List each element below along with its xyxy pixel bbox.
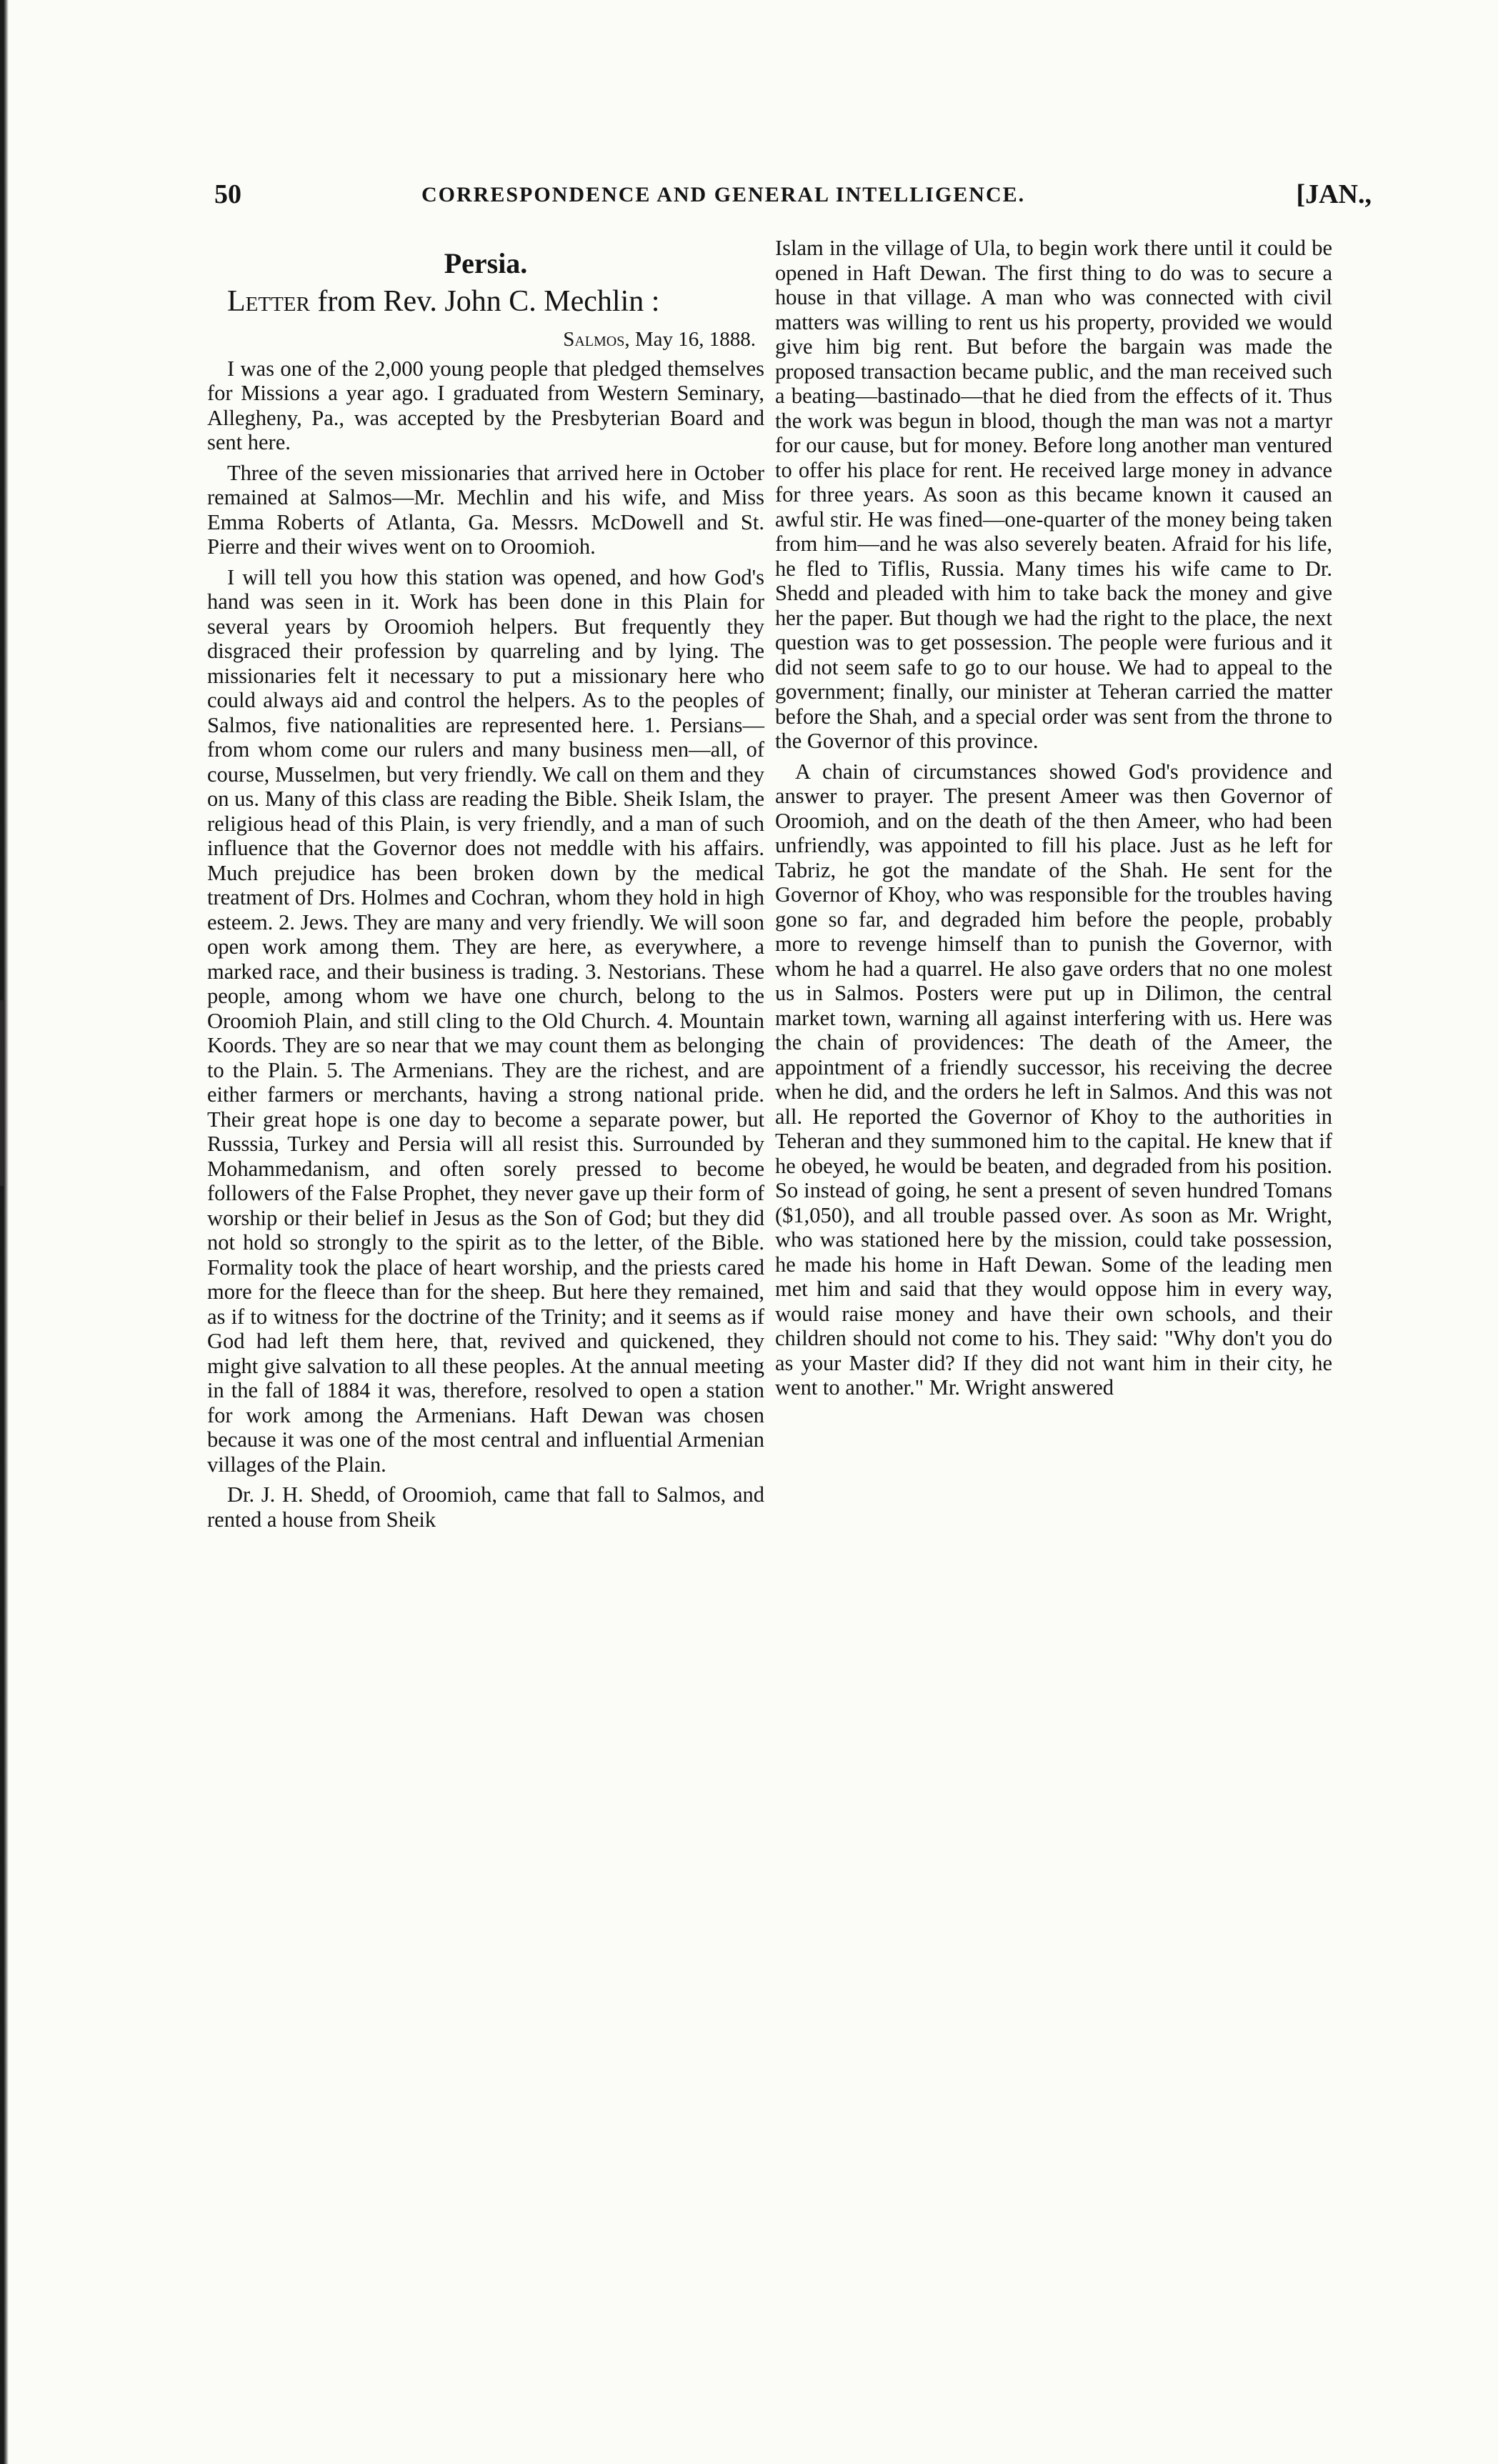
paragraph: Dr. J. H. Shedd, of Oroomioh, came that fall to Salmos, and rented a house from Sheik [207,1482,764,1532]
paragraph: I was one of the 2,000 young people that pledged themselves for Missions a year ago. I graduated from Western Seminary, Allegheny, Pa., was accepted by the Presbyterian Board and sent here. [207,356,764,454]
paragraph: A chain of circumstances showed God's providence and answer to prayer. The present Ameer was then Governor of Oroomioh, and on the death of the then Ameer, who had been unfriendly, was appointed to fill his place. Just as he left for Tabriz, he got the mandate of the Shah. He sent for the Governor of Khoy, who was responsible for the troubles having gone so far, and degraded him before the people, probably more to revenge himself than to punish the Governor, with whom he had a quarrel. He also gave orders that no one molest us in Salmos. Posters were put up in Dilimon, the central market town, warning all against interfering with us. Here was the chain of providences: The death of the Ameer, the appointment of a friendly successor, his receiving the decree when he did, and the orders he left in Salmos. And this was not all. He reported the Governor of Khoy to the authorities in Teheran and they summoned him to the capital. He knew that if he obeyed, he would be beaten, and degraded from his position. So instead of going, he sent a present of seven hundred Tomans ($1,050), and all trouble passed over. As soon as Mr. Wright, who was stationed here by the mission, could take possession, he made his home in Haft Dewan. Some of the leading men met him and said that they would oppose him in every way, would raise money and have their own schools, and their children should not come to his. They said: "Why don't you do as your Master did? If they did not want him in their city, he went to another." Mr. Wright answered [775,759,1332,1400]
right-column [775,236,1332,1406]
paragraph: Islam in the village of Ula, to begin work there until it could be opened in Haft Dewan. The first thing to do was to secure a house in that village. A man who was connected with civil matters was willing to rent us his property, provided we would give him big rent. But before the bargain was made the proposed transaction became public, and the man received such a beating—bastinado—that he died from the effects of it. Thus the work was begun in blood, though the man was not a martyr for our cause, but for money. Before long another man ventured to offer his place for rent. He received large money in advance for three years. As soon as this became known it caused an awful stir. He was fined—one-quarter of the money being taken from him—and he was also severely beaten. Afraid for his life, he fled to Tiflis, Russia. Many times his wife came to Dr. Shedd and pleaded with him to take back the money and give her the paper. But though we had the right to the place, the next question was to get possession. The people were furious and it did not seem safe to go to our house. We had to appeal to the government; finally, our minister at Teheran carried the matter before the Shah, and a special order was sent from the throne to the Governor of this province. [775,236,1332,753]
paragraph: Three of the seven missionaries that arrived here in October remained at Salmos—Mr. Mechlin and his wife, and Miss Emma Roberts of Atlanta, Ga. Messrs. McDowell and St. Pierre and their wives went on to Oroomioh. [207,460,764,559]
letter-author: from Rev. John C. Mechlin : [309,285,660,318]
dateline-place: Salmos [563,328,625,351]
scan-edge-mark [0,1000,4,1186]
dateline-date: , May 16, 1888. [624,328,756,351]
letter-title [207,283,764,320]
paragraph: I will tell you how this station was opened, and how God's hand was seen in it. Work has been done in this Plain for several years by Oroomioh helpers. But frequently they disgraced their profession by quarreling and by lying. The missionaries felt it necessary to put a missionary here who could always aid and control the helpers. As to the peoples of Salmos, five nationalities are represented here. 1. Persians—from whom come our rulers and many business men—all, of course, Musselmen, but very friendly. We call on them and they on us. Many of this class are reading the Bible. Sheik Islam, the religious head of this Plain, is very friendly, and a man of such influence that the Governor does not meddle with his affairs. Much prejudice has been broken down by the medical treatment of Drs. Holmes and Cochran, whom they hold in high esteem. 2. Jews. They are many and very friendly. We will soon open work among them. They are here, as everywhere, a marked race, and their business is trading. 3. Nestorians. These people, among whom we have one church, belong to the Oroomioh Plain, and still cling to the Old Church. 4. Mountain Koords. They are so near that we may count them as belonging to the Plain. 5. The Armenians. They are the richest, and are either farmers or merchants, having a strong national pride. Their great hope is one day to become a separate power, but Russsia, Turkey and Persia will all resist this. Surrounded by Mohammedanism, and often sorely pressed to become followers of the False Prophet, they never gave up their form of worship or their belief in Jesus as the Son of God; but they did not hold so strongly to the spirit as to the letter, of the Bible. Formality took the place of heart worship, and the priests cared more for the fleece than for the sheep. But here they remained, as if to witness for the doctrine of the Trinity; and it seems as if God had left them here, that, revived and quickened, they might give salvation to all these peoples. At the annual meeting in the fall of 1884 it was, therefore, resolved to open a station for work among the Armenians. Haft Dewan was chosen because it was one of the most central and influential Armenian villages of the Plain. [207,564,764,1477]
letter-word: Letter [227,285,310,318]
running-title: CORRESPONDENCE AND GENERAL INTELLIGENCE. [421,183,1026,206]
issue-month: [JAN., [1296,179,1372,209]
left-column [207,236,764,1537]
scan-edge [0,0,9,2464]
dateline [207,327,764,352]
page-number: 50 [214,179,241,209]
section-heading: Persia. [444,247,528,279]
page-header [214,179,1372,221]
